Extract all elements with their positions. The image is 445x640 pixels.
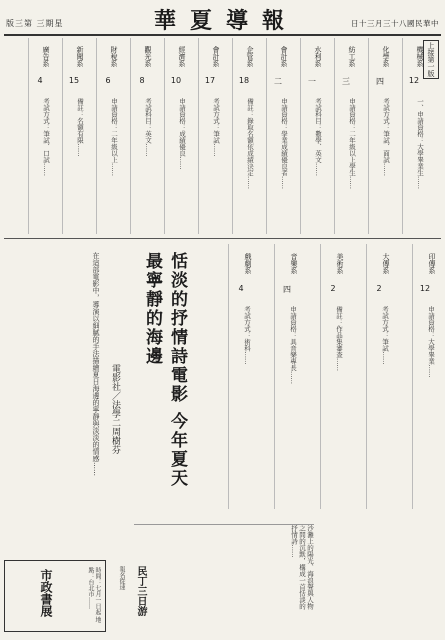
dept-dept: 音樂系: [290, 252, 298, 274]
dept-column: [300, 38, 323, 234]
dept-dept: 大傳系: [382, 252, 390, 274]
dept-dept: 財稅系: [110, 45, 118, 67]
dept-txt: 申請資格：具音樂專長……: [289, 306, 297, 384]
article-body-bottom: 沙灘上的陽光、海浪聲與人物之間的沉默，構成一首恬淡的抒情詩……: [134, 524, 314, 615]
dept-column: [96, 38, 119, 234]
dept-txt: 考試方式：筆試、面試……: [382, 98, 390, 176]
dept-txt: 考試科目：數學、英文……: [314, 98, 322, 176]
dept-num: 15: [68, 76, 80, 85]
dept-num: 17: [204, 76, 216, 85]
dept-num: 一: [308, 77, 316, 86]
dept-dept: 化學系: [382, 45, 390, 67]
dept-num: 12: [419, 284, 431, 293]
advert-title-2: 民丁三日游: [135, 566, 146, 616]
middle-columns: [201, 244, 441, 514]
advert-text: 時間：七月一日起 地點：台北市……: [87, 567, 101, 623]
page-header: [4, 4, 441, 36]
advert-title: 市政書展: [39, 569, 53, 617]
dept-column: [274, 244, 299, 509]
dept-column: [232, 38, 255, 234]
dept-dept: 水利系: [314, 45, 322, 67]
dept-dept: 印傳系: [428, 252, 436, 274]
dept-column: [320, 244, 345, 509]
dept-num: 4: [37, 76, 43, 85]
dept-column: [266, 38, 289, 234]
dept-column: [28, 38, 51, 234]
dept-dept: 機械系: [416, 45, 424, 67]
dept-column: [164, 38, 187, 234]
dept-num: 8: [139, 76, 145, 85]
dept-num: 三: [342, 77, 350, 86]
dept-num: 四: [283, 285, 291, 294]
dept-dept: 會計系: [280, 45, 288, 67]
dept-txt: 考試方式：筆試……: [212, 98, 220, 157]
article-headline: 恬淡的抒情詩電影 今年夏天最寧靜的海邊: [142, 252, 187, 488]
dept-column: [198, 38, 221, 234]
dept-column: [130, 38, 153, 234]
dept-column: [334, 38, 357, 234]
dept-dept: 紡工系: [348, 45, 356, 67]
dept-num: 6: [105, 76, 111, 85]
dept-column: [402, 38, 425, 234]
dept-num: 4: [238, 284, 244, 293]
advert-text-2: 報名從速: [118, 566, 125, 590]
dept-column: [412, 244, 437, 509]
dept-txt: 備註：作品集審查……: [335, 306, 343, 371]
dept-dept: 經濟系: [178, 45, 186, 67]
dept-txt: 備註：錄取名額依成績決定……: [246, 98, 254, 189]
top-section: [4, 38, 441, 239]
dept-txt: 申請資格：二年級以上……: [110, 98, 118, 176]
dept-dept: 廣告系: [42, 45, 50, 67]
dept-dept: 戲劇系: [244, 252, 252, 274]
continuation-tag: 上接第一版: [423, 40, 439, 79]
dept-column: [62, 38, 85, 234]
dept-num: 10: [170, 76, 182, 85]
dept-txt: 申請資格：成績優良……: [178, 98, 186, 170]
dept-txt: 考試方式：筆試……: [381, 306, 389, 365]
dept-num: 12: [408, 76, 420, 85]
dept-txt: 申請資格：二年級以上學生……: [348, 98, 356, 189]
header-left: 版三第 三期星: [6, 19, 64, 28]
header-right: 日十三月三十八國民華中: [351, 19, 439, 28]
dept-dept: 觀光系: [144, 45, 152, 67]
article-body-left: 在這部電影中，導演以細膩的手法描繪夏日海邊的寧靜與淡淡的情感……: [92, 252, 100, 476]
dept-dept: 企管系: [246, 45, 254, 67]
dept-column: [228, 244, 253, 509]
advert-box: [4, 560, 106, 632]
dept-column: [368, 38, 391, 234]
dept-column: [366, 244, 391, 509]
dept-num: 二: [274, 77, 282, 86]
dept-txt: 申請資格：學業成績優良者……: [280, 98, 288, 189]
dept-dept: 美術系: [336, 252, 344, 274]
dept-num: 2: [330, 284, 336, 293]
dept-dept: 新聞系: [76, 45, 84, 67]
dept-txt: 申請資格：大學畢業……: [427, 306, 435, 378]
dept-txt: 考試方式：筆試、口試……: [42, 98, 50, 176]
dept-txt: 考試方式：術科……: [243, 306, 251, 365]
dept-num: 四: [376, 77, 384, 86]
article-byline: 電影社／法學二周樹芬: [110, 364, 120, 454]
dept-txt: 一、申請資格：大學畢業生……: [416, 98, 424, 189]
dept-dept: 會計系: [212, 45, 220, 67]
dept-num: 18: [238, 76, 250, 85]
dept-num: 2: [376, 284, 382, 293]
advert-box-2: [108, 566, 168, 630]
dept-txt: 考試科目：英文……: [144, 98, 152, 157]
masthead-title: 華夏導報: [154, 8, 299, 34]
dept-txt: 備註：名額有限……: [76, 98, 84, 157]
